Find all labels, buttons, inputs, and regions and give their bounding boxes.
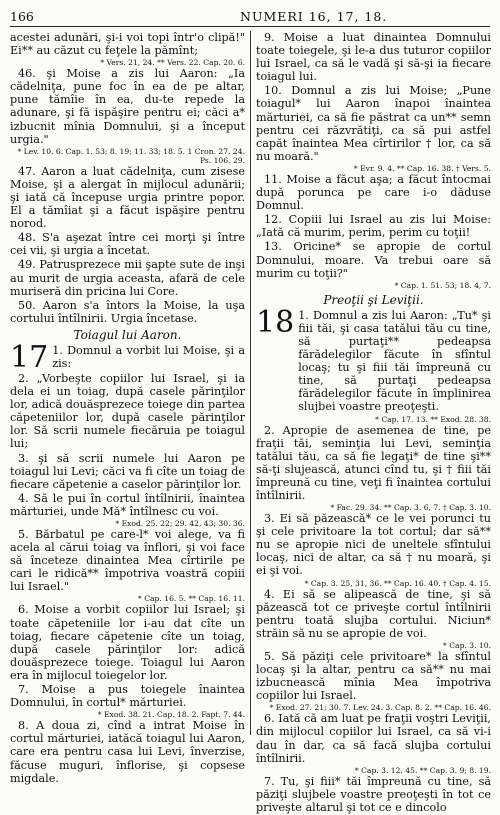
right-column xyxy=(256,31,491,815)
cross-reference: * Cap. 1. 51. 53; 18. 4, 7. xyxy=(394,280,491,290)
cross-reference: * Exod. 25. 22; 29. 42, 43; 30. 36. xyxy=(115,519,245,528)
verse-17-10: 10. Domnul a zis lui Moise; „Pune toiagul* lui Aaron înapoi înaintea mărturiei, ca să fie păstrat ca un** semn pentru cei răzvrătiţi, ca să pui astfel capăt înaintea Mea cîrtirilor † lor, ca să nu moară." xyxy=(256,84,491,163)
page-header xyxy=(10,8,490,27)
verse-18-1: 1. Domnul a zis lui Aaron: „Tu* şi fiii tăi, şi casa tatălui tău cu tine, să purtaţi** pedeapsa fărădelegilor făcute în sfîntul locaş; tu şi fiii tăi împreună cu tine, să purtaţi pedeapsa fărădelegilor făcute în împlinirea slujbei voastre preoţeşti. xyxy=(298,308,491,414)
verse-18-6: 6. Iată că am luat pe fraţii voştri Leviţii, din mijlocul copiilor lui Israel, ca să vi-i dau în dar, ca să facă slujba cortului întîlnirii. xyxy=(256,712,491,765)
chapter-number: 17 xyxy=(10,339,49,375)
two-column-text xyxy=(10,31,491,814)
left-column xyxy=(10,31,245,786)
verse-17-4: 4. Să le pui în cortul întîlnirii, înaintea mărturiei, unde Mă* întîlnesc cu voi. xyxy=(10,491,245,518)
verse-17-12: 12. Copiii lui Israel au zis lui Moise: „Iată că murim, perim, perim cu toţii! xyxy=(256,213,491,240)
cross-reference: * Vers. 21, 24. ** Vers. 22. Cap. 20. 6. xyxy=(100,58,245,68)
verse-17-3: 3. şi să scrii numele lui Aaron pe toiagul lui Levi; căci va fi cîte un toiag de fiecare căpetenie a caselor părinţilor lor. xyxy=(10,451,245,491)
cross-reference: * Cap. 3. 12, 45. ** Cap. 3. 9; 8. 19. xyxy=(354,765,491,775)
verse-17-13: 13. Oricine* se apropie de cortul Domnului, moare. Va trebui oare să murim cu toţii?" xyxy=(256,240,491,280)
cross-reference: * Cap. 16. 5. ** Cap. 16. 11. xyxy=(138,594,245,604)
verse-18-3: 3. Ei să păzească* ce le vei porunci tu şi cele privitoare la tot cortul; dar să** nu se apropie nici de uneltele sfîntului locaş, nici de altar, ca să † nu moară, şi ei şi voi. xyxy=(256,512,491,578)
verse-17-7: 7. Moise a pus toiegele înaintea Domnului, în cortul* mărturiei. xyxy=(10,683,245,710)
verse-17-8: 8. A doua zi, cînd a intrat Moise în cortul mărturiei, iatăcă toiagul lui Aaron, care era pentru casa lui Levi, înverzise, făcuse muguri, înflorise, şi copsese migdale. xyxy=(10,719,245,785)
verse-17-1: 1. Domnul a vorbit lui Moise, şi a zis: xyxy=(52,343,245,371)
verse-17-9: 9. Moise a luat dinaintea Domnului toate toiegele, şi le-a dus tuturor copiilor lui Israel, ca să le vadă şi să-şi ia fiecare toiagul lui. xyxy=(256,31,491,84)
section-title: Toiagul lui Aaron. xyxy=(73,327,182,342)
page-number: 166 xyxy=(10,9,34,24)
cross-reference: * Fac. 29. 34. ** Cap. 3. 6, 7. † Cap. 3. 10. xyxy=(330,503,491,513)
verse-18-4: 4. Ei să se alipească de tine, şi să păzească tot ce priveşte cortul întîlnirii pentru toată slujba cortului. Niciun* străin să nu se apropie de voi. xyxy=(256,587,491,640)
verse-18-7: 7. Tu, şi fiii* tăi împreună cu tine, să păziţi slujbele voastre preoţeşti în tot ce priveşte altarul şi tot ce e dincolo xyxy=(256,774,491,814)
verse-16-49: 49. Patrusprezece mii şapte sute de inşi au murit de urgia aceasta, afară de cele muriseră din pricina lui Core. xyxy=(10,258,245,298)
cross-reference: * Lev. 10. 6. Cap. 1. 53; 8. 19; 11. 33; 18. 5. 1 Cron. 27. 24. Ps. 106. 29. xyxy=(17,146,245,165)
verse-16-50: 50. Aaron s'a întors la Moise, la uşa cortului întîlnirii. Urgia încetase. xyxy=(10,298,245,325)
verse-17-11: 11. Moise a făcut aşa; a făcut întocmai după porunca pe care i-o dăduse Domnul. xyxy=(256,172,491,213)
verse-16-45-cont: acestei adunări, şi-i voi topi într'o clipă!" Ei** au căzut cu feţele la pămînt; xyxy=(10,31,245,58)
chapter-18-start xyxy=(256,304,491,415)
verse-16-47: 47. Aaron a luat cădelniţa, cum zisese Moise, şi a alergat în mijlocul adunării; şi iată că începuse urgia printre popor. El a tămîiat şi a făcut ispăşire pentru norod. xyxy=(10,164,245,231)
cross-reference: * Exod. 27. 21; 30. 7. Lev. 24. 3. Cap. 8. 2. ** Cap. 16. 46. xyxy=(269,703,491,713)
verse-17-6: 6. Moise a vorbit copiilor lui Israel; şi toate căpeteniile lor i-au dat cîte un toiag, fiecare căpetenie cîte un toiag, după casele părinţilor lor: adică douăsprezece toiege. Toiagul lui Aaron era în mijlocul toiegelor lor. xyxy=(10,603,245,682)
verse-17-5: 5. Bărbatul pe care-l* voi alege, va fi acela al cărui toiag va înflori, şi voi face să înceteze dinaintea Mea cîrtirile pe cari le ridică** împotriva voastră copiii lui Israel." xyxy=(10,528,245,594)
cross-reference: * Cap. 3. 10. xyxy=(443,640,491,650)
chapter-number: 18 xyxy=(256,304,295,340)
cross-reference: * Cap. 17. 13. ** Exod. 28. 38. xyxy=(375,414,491,424)
verse-16-46: 46. şi Moise a zis lui Aaron: „Ia cădelniţa, pune foc în ea de pe altar, pune tămîie în ea, du-te repede la adunare, şi fă ispăşire pentru ei; căci a* izbucnit mînia Domnului, şi a început urgia." xyxy=(10,67,245,146)
cross-reference: * Evr. 9. 4. ** Cap. 16. 38. † Vers. 5. xyxy=(353,163,491,173)
verse-16-48: 48. S'a aşezat între cei morţi şi între cei vii, şi urgia a încetat. xyxy=(10,231,245,258)
running-head: NUMERI 16, 17, 18. xyxy=(240,9,388,24)
cross-reference: * Exod. 38. 21. Cap. 18. 2. Fapt. 7. 44. xyxy=(97,710,245,720)
section-title: Preoţii şi Leviţii. xyxy=(323,292,424,307)
verse-18-2: 2. Apropie de asemenea de tine, pe fraţii tăi, seminţia lui Levi, seminţia tatălui tău, ca să fie legaţi* de tine şi** să-ţi slujească, atunci cînd tu, şi † fiii tăi împreună cu tine, veţi fi înaintea cortului întîlnirii. xyxy=(256,423,491,502)
column-divider xyxy=(250,31,251,735)
cross-reference: * Cap. 3. 25, 31, 36. ** Cap. 16. 40. † Cap. 4. 15. xyxy=(304,578,491,588)
chapter-17-start xyxy=(10,339,245,375)
verse-17-2: 2. „Vorbeşte copiilor lui Israel, şi ia dela ei un toiag, după casele părinţilor lor, adică douăsprezece toiege din partea căpeteniilor lor, după casele părinţilor lor. Să scrii numele fiecăruia pe toiagul lui; xyxy=(10,371,245,451)
verse-18-5: 5. Să păziţi cele privitoare* la sfîntul locaş şi la altar, pentru ca să** nu mai izbucnească mînia Mea împotriva copiilor lui Israel. xyxy=(256,649,491,703)
